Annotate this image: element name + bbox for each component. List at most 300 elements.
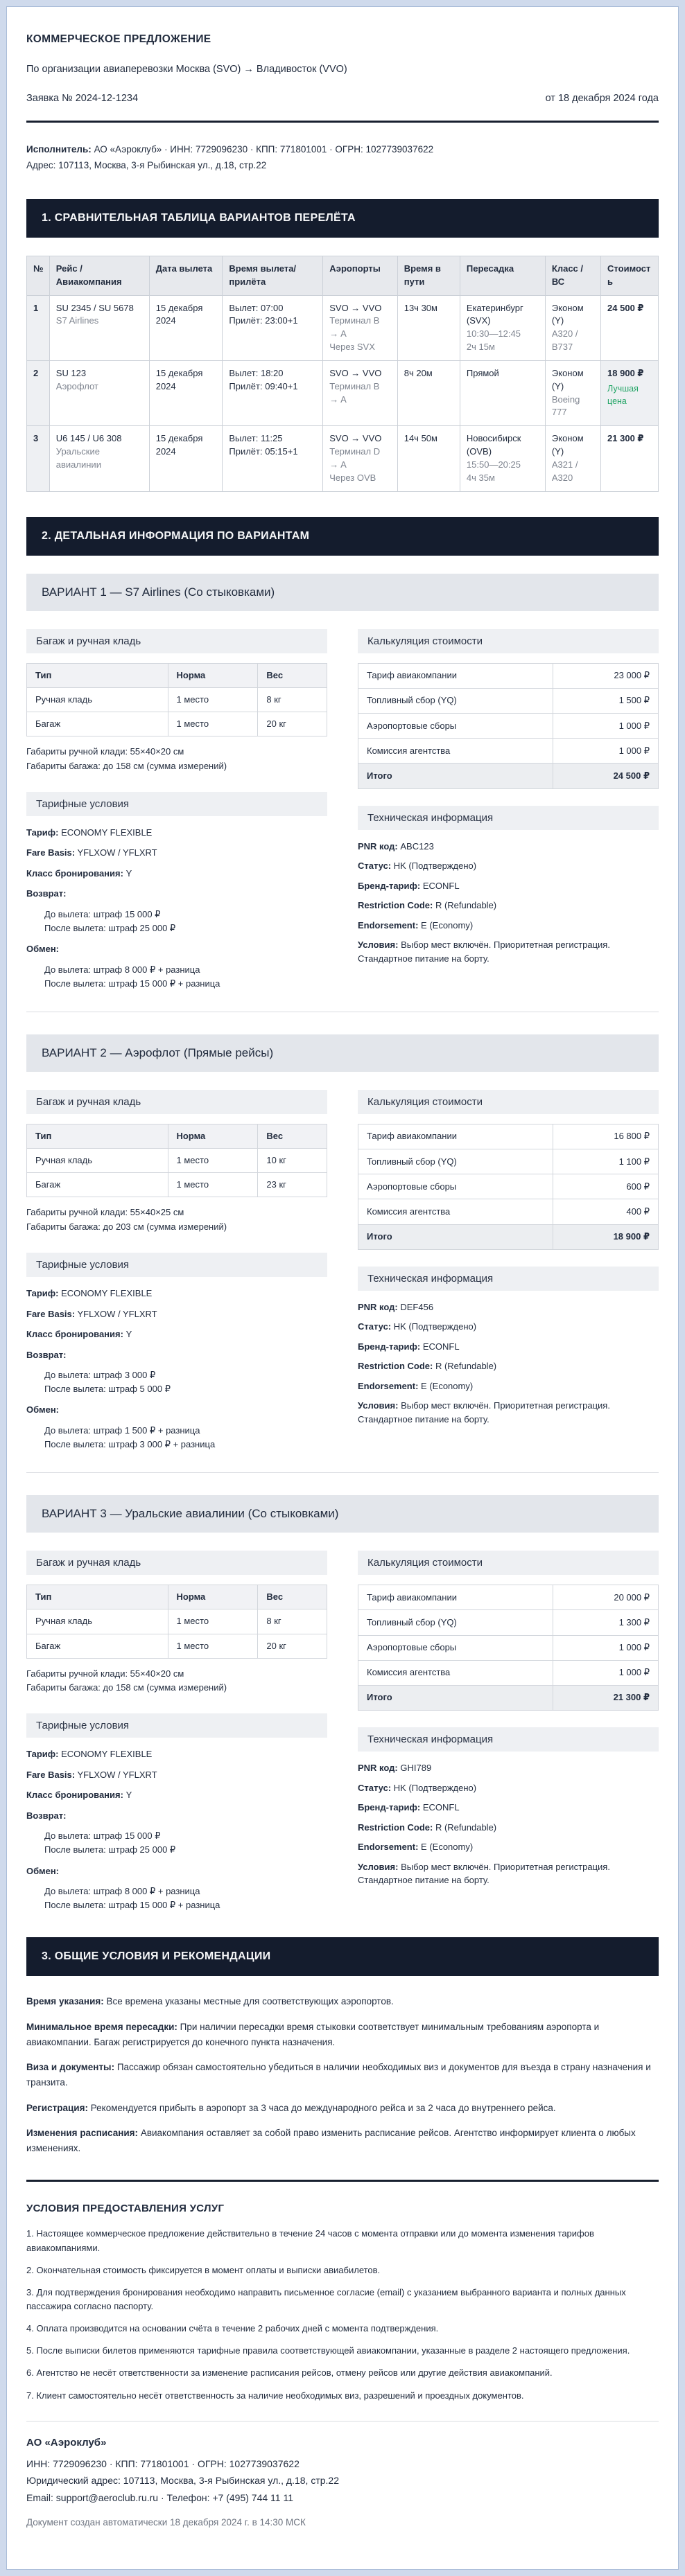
term-item: 7. Клиент самостоятельно несёт ответственность за наличие необходимых виз, разрешений и проездных документов. xyxy=(26,2390,524,2401)
fare-basis-label: Fare Basis: xyxy=(26,1308,76,1319)
row-number-cell: 2 xyxy=(27,360,50,425)
doc-header xyxy=(26,33,659,174)
baggage-type: Ручная кладь xyxy=(27,1609,168,1634)
baggage-header-row xyxy=(27,1585,327,1609)
header-divider xyxy=(26,121,659,123)
variant-columns xyxy=(26,1551,659,1912)
class-cell xyxy=(545,295,600,360)
brand-fare-value: ECONFL xyxy=(422,1802,460,1813)
fare-basis-label: Fare Basis: xyxy=(26,1769,76,1780)
baggage-weight: 8 кг xyxy=(258,1609,327,1634)
baggage-norm: 1 место xyxy=(168,1149,258,1173)
variant-left-column xyxy=(26,629,327,991)
departure-time: Вылет: 18:20 xyxy=(229,367,284,378)
carryon-dimensions: Габариты ручной клади: 55×40×20 см xyxy=(26,1668,184,1679)
calc-row xyxy=(358,688,659,713)
via-airport: Через OVB xyxy=(329,472,376,483)
col-date: Дата вылета xyxy=(149,256,223,295)
calc-value: 20 000 ₽ xyxy=(553,1585,659,1610)
times-cell xyxy=(223,426,323,491)
tech-heading: Техническая информация xyxy=(358,1267,659,1291)
fare-label: Тариф: xyxy=(26,1288,59,1299)
baggage-col-type: Тип xyxy=(27,1585,168,1609)
calc-label: Комиссия агентства xyxy=(358,1660,553,1685)
status-label: Статус: xyxy=(358,1321,392,1332)
duration-cell: 8ч 20м xyxy=(397,360,460,425)
airports-cell xyxy=(323,426,397,491)
fare-value: ECONOMY FLEXIBLE xyxy=(61,827,153,838)
carryon-dimensions: Габариты ручной клади: 55×40×25 см xyxy=(26,1207,184,1218)
calc-row xyxy=(358,1124,659,1149)
calc-value: 400 ₽ xyxy=(553,1199,659,1224)
class-cell xyxy=(545,426,600,491)
calc-total-label: Итого xyxy=(358,764,553,788)
brand-fare-label: Бренд-тариф: xyxy=(358,1802,421,1813)
restriction-line xyxy=(358,899,659,912)
endorsement-value: E (Economy) xyxy=(421,1380,474,1391)
technical-info xyxy=(358,1300,659,1427)
doc-date: от 18 декабря 2024 года xyxy=(545,93,659,104)
calc-value: 600 ₽ xyxy=(553,1174,659,1199)
tariff-conditions xyxy=(26,1747,327,1912)
price-cell xyxy=(601,360,659,425)
baggage-type: Багаж xyxy=(27,1173,168,1197)
calc-value: 1 000 ₽ xyxy=(553,714,659,739)
baggage-col-weight: Вес xyxy=(258,1585,327,1609)
baggage-row-carryon xyxy=(27,1149,327,1173)
calc-value: 16 800 ₽ xyxy=(553,1124,659,1149)
flight-cell xyxy=(49,295,149,360)
conditions-line xyxy=(358,938,659,965)
calc-row xyxy=(358,1174,659,1199)
refund-rules xyxy=(26,908,327,935)
flight-numbers: SU 2345 / SU 5678 xyxy=(55,302,134,313)
baggage-row-checked xyxy=(27,712,327,736)
pnr-line xyxy=(358,1300,659,1314)
calc-label: Аэропортовые сборы xyxy=(358,1635,553,1660)
status-line xyxy=(358,1781,659,1795)
variant-block xyxy=(26,1495,659,1912)
brand-fare-line xyxy=(358,1801,659,1815)
conditions-label: Условия: xyxy=(358,1861,399,1872)
transfer-duration: 4ч 35м xyxy=(466,472,495,483)
calc-row xyxy=(358,1585,659,1610)
footer-company: АО «Аэроклуб» xyxy=(26,2436,107,2449)
price-value: 21 300 ₽ xyxy=(607,433,644,444)
calc-row xyxy=(358,1635,659,1660)
footer-contacts: Email: support@aeroclub.ru.ru · Телефон: +7 (495) 744 11 11 xyxy=(26,2491,293,2503)
variant-title: ВАРИАНТ 2 — Аэрофлот (Прямые рейсы) xyxy=(26,1034,659,1072)
condition-label: Минимальное время пересадки: xyxy=(26,2021,177,2032)
section3-header: 3. ОБЩИЕ УСЛОВИЯ И РЕКОМЕНДАЦИИ xyxy=(26,1937,659,1976)
aircraft-type: A321 / A320 xyxy=(551,459,578,483)
exchange-label: Обмен: xyxy=(26,1404,59,1415)
calc-total-value: 24 500 ₽ xyxy=(553,764,659,788)
request-number: Заявка № 2024-12-1234 xyxy=(26,93,139,104)
endorsement-value: E (Economy) xyxy=(421,1842,474,1853)
flight-option-row xyxy=(27,426,659,491)
conditions-line xyxy=(358,1860,659,1887)
terminals: Терминал B → A xyxy=(329,315,380,339)
col-price: Стоимость xyxy=(601,256,659,295)
calc-heading: Калькуляция стоимости xyxy=(358,629,659,653)
fare-basis-line xyxy=(26,1768,327,1782)
condition-text: При наличии пересадки время стыковки соответствует минимальным требованиям аэропорта и авиакомпании. Багаж регистрируется до конечного пункта назначения. xyxy=(26,2021,600,2047)
booking-class-label: Класс бронирования: xyxy=(26,1790,123,1801)
transfer-time-window: 10:30—12:45 xyxy=(466,328,521,339)
refund-before: До вылета: штраф 15 000 ₽ xyxy=(44,1830,161,1842)
doc-subtitle: По организации авиаперевозки Москва (SVO) → Владивосток (VVO) xyxy=(26,64,347,75)
conditions-line xyxy=(358,1399,659,1426)
footer-address: Юридический адрес: 107113, Москва, 3-я Рыбинская ул., д.18, стр.22 xyxy=(26,2475,339,2487)
baggage-table xyxy=(26,1585,327,1659)
fare-basis-value: YFLXOW / YFLXRT xyxy=(77,847,157,858)
baggage-header-row xyxy=(27,1124,327,1148)
flight-numbers: SU 123 xyxy=(55,367,87,378)
variant-right-column xyxy=(358,629,659,971)
booking-class-label: Класс бронирования: xyxy=(26,1329,123,1340)
baggage-dimensions xyxy=(26,1206,327,1235)
fare-line xyxy=(26,826,327,840)
cabin-class: Эконом (Y) xyxy=(551,302,584,326)
term-item: 3. Для подтверждения бронирования необходимо направить письменное согласие (email) с указанием выбранного варианта и полных данных пассажира согласно паспорту. xyxy=(26,2286,626,2312)
via-airport: Через SVX xyxy=(329,342,375,353)
restriction-label: Restriction Code: xyxy=(358,1361,433,1372)
fare-value: ECONOMY FLEXIBLE xyxy=(61,1749,153,1760)
date-cell: 15 декабря 2024 xyxy=(149,295,223,360)
col-transfer: Пересадка xyxy=(460,256,545,295)
footer-created-note: Документ создан автоматически 18 декабря 2024 г. в 14:30 МСК xyxy=(26,2517,306,2528)
restriction-value: R (Refundable) xyxy=(435,1821,497,1833)
baggage-weight: 20 кг xyxy=(258,712,327,736)
tech-heading: Техническая информация xyxy=(358,806,659,830)
baggage-col-type: Тип xyxy=(27,663,168,687)
variant-left-column xyxy=(26,1551,327,1912)
row-number-cell: 3 xyxy=(27,426,50,491)
col-airports: Аэропорты xyxy=(323,256,397,295)
conditions-label: Условия: xyxy=(358,1400,399,1411)
airline-name: Уральские авиалинии xyxy=(55,446,101,470)
status-label: Статус: xyxy=(358,1782,392,1793)
class-cell xyxy=(545,360,600,425)
checked-dimensions: Габариты багажа: до 158 см (сумма измерений) xyxy=(26,761,227,772)
flight-option-row xyxy=(27,360,659,425)
term-item: 5. После выписки билетов применяются тарифные правила соответствующей авиакомпании, указанные в разделе 2 настоящего предложения. xyxy=(26,2345,630,2356)
term-item: 6. Агентство не несёт ответственности за изменение расписания рейсов, отмену рейсов или другие действия авиакомпаний. xyxy=(26,2367,553,2379)
terminals: Терминал D → A xyxy=(329,446,381,470)
calc-value: 1 000 ₽ xyxy=(553,1660,659,1685)
tariff-heading: Тарифные условия xyxy=(26,792,327,816)
pnr-value: ABC123 xyxy=(400,840,434,852)
booking-class-value: Y xyxy=(125,867,132,879)
calc-total-row xyxy=(358,1685,659,1710)
fare-line xyxy=(26,1747,327,1761)
aircraft-type: Boeing 777 xyxy=(551,394,580,418)
price-cell xyxy=(601,295,659,360)
exchange-after: После вылета: штраф 15 000 ₽ + разница xyxy=(44,978,220,989)
best-price-badge: Лучшая цена xyxy=(607,383,639,406)
transfer-time-window: 15:50—20:25 xyxy=(466,459,521,470)
exchange-rules xyxy=(26,1885,327,1912)
fare-basis-line xyxy=(26,1307,327,1321)
calc-total-value: 21 300 ₽ xyxy=(553,1685,659,1710)
baggage-weight: 8 кг xyxy=(258,687,327,712)
exchange-label: Обмен: xyxy=(26,1865,59,1876)
executor-line xyxy=(26,142,659,158)
cabin-class: Эконом (Y) xyxy=(551,433,584,457)
airline-name: Аэрофлот xyxy=(55,380,98,391)
condition-item xyxy=(26,2060,659,2091)
restriction-label: Restriction Code: xyxy=(358,1821,433,1833)
transfer-cell xyxy=(460,360,545,425)
refund-after: После вылета: штраф 25 000 ₽ xyxy=(44,922,176,933)
baggage-heading: Багаж и ручная кладь xyxy=(26,1551,327,1575)
calc-label: Топливный сбор (YQ) xyxy=(358,688,553,713)
refund-label: Возврат: xyxy=(26,888,67,899)
cost-calculation-table xyxy=(358,1124,659,1250)
calc-row xyxy=(358,714,659,739)
calc-total-label: Итого xyxy=(358,1685,553,1710)
conditions-value: Выбор мест включён. Приоритетная регистрация. Стандартное питание на борту. xyxy=(358,939,610,964)
brand-fare-label: Бренд-тариф: xyxy=(358,880,421,891)
date-cell: 15 декабря 2024 xyxy=(149,426,223,491)
pnr-value: GHI789 xyxy=(400,1763,432,1774)
variant-columns xyxy=(26,629,659,991)
calc-total-value: 18 900 ₽ xyxy=(553,1224,659,1249)
condition-label: Изменения расписания: xyxy=(26,2127,139,2138)
baggage-dimensions xyxy=(26,1667,327,1696)
baggage-type: Ручная кладь xyxy=(27,687,168,712)
variant-block xyxy=(26,1034,659,1473)
baggage-norm: 1 место xyxy=(168,687,258,712)
endorsement-line xyxy=(358,1379,659,1393)
calc-label: Комиссия агентства xyxy=(358,1199,553,1224)
variant-title: ВАРИАНТ 1 — S7 Airlines (Со стыковками) xyxy=(26,574,659,611)
section1-header: 1. СРАВНИТЕЛЬНАЯ ТАБЛИЦА ВАРИАНТОВ ПЕРЕЛЁТА xyxy=(26,199,659,238)
exchange-label: Обмен: xyxy=(26,944,59,955)
calc-heading: Калькуляция стоимости xyxy=(358,1090,659,1114)
document-card xyxy=(6,6,679,2570)
variant-right-column xyxy=(358,1090,659,1432)
baggage-table xyxy=(26,1124,327,1198)
calc-total-row xyxy=(358,1224,659,1249)
term-item: 2. Окончательная стоимость фиксируется в момент оплаты и выписки авиабилетов. xyxy=(26,2264,381,2275)
pnr-value: DEF456 xyxy=(400,1301,434,1312)
calc-value: 1 000 ₽ xyxy=(553,1635,659,1660)
baggage-weight: 10 кг xyxy=(258,1149,327,1173)
condition-label: Виза и документы: xyxy=(26,2062,115,2073)
condition-text: Все времена указаны местные для соответствующих аэропортов. xyxy=(106,1996,394,2007)
baggage-heading: Багаж и ручная кладь xyxy=(26,1090,327,1114)
fare-line xyxy=(26,1287,327,1300)
calc-value: 1 500 ₽ xyxy=(553,688,659,713)
date-cell: 15 декабря 2024 xyxy=(149,360,223,425)
conditions-value: Выбор мест включён. Приоритетная регистрация. Стандартное питание на борту. xyxy=(358,1400,610,1424)
terms-title: УСЛОВИЯ ПРЕДОСТАВЛЕНИЯ УСЛУГ xyxy=(26,2203,225,2215)
page-title: КОММЕРЧЕСКОЕ ПРЕДЛОЖЕНИЕ xyxy=(26,33,211,45)
fare-label: Тариф: xyxy=(26,827,59,838)
technical-info xyxy=(358,840,659,966)
restriction-value: R (Refundable) xyxy=(435,1361,497,1372)
fare-label: Тариф: xyxy=(26,1749,59,1760)
carryon-dimensions: Габариты ручной клади: 55×40×20 см xyxy=(26,746,184,757)
baggage-norm: 1 место xyxy=(168,1173,258,1197)
exchange-rules xyxy=(26,1424,327,1452)
flight-cell xyxy=(49,426,149,491)
exchange-after: После вылета: штраф 3 000 ₽ + разница xyxy=(44,1438,216,1449)
condition-label: Регистрация: xyxy=(26,2102,88,2113)
baggage-norm: 1 место xyxy=(168,712,258,736)
calc-label: Тариф авиакомпании xyxy=(358,663,553,688)
baggage-weight: 20 кг xyxy=(258,1634,327,1658)
calc-row xyxy=(358,1610,659,1635)
booking-class-line xyxy=(26,1788,327,1802)
fare-basis-value: YFLXOW / YFLXRT xyxy=(77,1769,157,1780)
calc-label: Аэропортовые сборы xyxy=(358,1174,553,1199)
duration-cell: 14ч 50м xyxy=(397,426,460,491)
pnr-label: PNR код: xyxy=(358,840,398,852)
calc-value: 1 100 ₽ xyxy=(553,1149,659,1174)
doc-meta-row xyxy=(26,93,659,104)
refund-after: После вылета: штраф 25 000 ₽ xyxy=(44,1844,176,1855)
tariff-heading: Тарифные условия xyxy=(26,1253,327,1277)
route: SVO → VVO xyxy=(329,302,382,313)
status-value: HK (Подтверждено) xyxy=(393,1782,477,1793)
baggage-type: Багаж xyxy=(27,712,168,736)
executor-label: Исполнитель: xyxy=(26,144,92,155)
restriction-line xyxy=(358,1821,659,1835)
endorsement-label: Endorsement: xyxy=(358,1380,419,1391)
baggage-header-row xyxy=(27,663,327,687)
baggage-weight: 23 кг xyxy=(258,1173,327,1197)
status-line xyxy=(358,1320,659,1334)
terms-list xyxy=(26,2227,659,2402)
variant-columns xyxy=(26,1090,659,1452)
fare-value: ECONOMY FLEXIBLE xyxy=(61,1288,153,1299)
baggage-norm: 1 место xyxy=(168,1609,258,1634)
times-cell xyxy=(223,295,323,360)
general-conditions xyxy=(26,1994,659,2156)
flight-option-row xyxy=(27,295,659,360)
baggage-heading: Багаж и ручная кладь xyxy=(26,629,327,653)
condition-text: Авиакомпания оставляет за собой право изменить расписание рейсов. Агентство информирует клиента о любых изменениях. xyxy=(26,2127,636,2154)
endorsement-label: Endorsement: xyxy=(358,919,419,930)
restriction-label: Restriction Code: xyxy=(358,900,433,911)
airports-cell xyxy=(323,295,397,360)
price-cell xyxy=(601,426,659,491)
booking-class-label: Класс бронирования: xyxy=(26,867,123,879)
calc-label: Топливный сбор (YQ) xyxy=(358,1149,553,1174)
calc-heading: Калькуляция стоимости xyxy=(358,1551,659,1575)
transfer-cell xyxy=(460,426,545,491)
departure-time: Вылет: 11:25 xyxy=(229,433,283,444)
variant-block xyxy=(26,574,659,1012)
fare-basis-label: Fare Basis: xyxy=(26,847,76,858)
footer-registration: ИНН: 7729096230 · КПП: 771801001 · ОГРН: 1027739037622 xyxy=(26,2458,300,2469)
calc-value: 1 000 ₽ xyxy=(553,739,659,764)
baggage-col-weight: Вес xyxy=(258,1124,327,1148)
route: SVO → VVO xyxy=(329,433,382,444)
cabin-class: Эконом (Y) xyxy=(551,367,584,391)
transfer-cell xyxy=(460,295,545,360)
calc-row xyxy=(358,663,659,688)
duration-cell: 13ч 30м xyxy=(397,295,460,360)
price-value: 24 500 ₽ xyxy=(607,302,644,313)
status-value: HK (Подтверждено) xyxy=(393,861,477,872)
transfer-city: Прямой xyxy=(466,367,499,378)
baggage-row-checked xyxy=(27,1173,327,1197)
flight-cell xyxy=(49,360,149,425)
variants-container xyxy=(26,574,659,1913)
exchange-before: До вылета: штраф 8 000 ₽ + разница xyxy=(44,1886,200,1897)
comparison-table xyxy=(26,256,659,492)
brand-fare-label: Бренд-тариф: xyxy=(358,1341,421,1352)
calc-row xyxy=(358,1149,659,1174)
arrival-time: Прилёт: 05:15+1 xyxy=(229,446,298,457)
variant-right-column xyxy=(358,1551,659,1893)
departure-time: Вылет: 07:00 xyxy=(229,302,284,313)
refund-before: До вылета: штраф 15 000 ₽ xyxy=(44,908,161,919)
transfer-city: Екатеринбург (SVX) xyxy=(466,302,523,326)
exchange-rules xyxy=(26,963,327,991)
booking-class-value: Y xyxy=(125,1329,132,1340)
condition-item xyxy=(26,2126,659,2157)
booking-class-line xyxy=(26,1327,327,1341)
airline-name: S7 Airlines xyxy=(55,315,99,326)
calc-value: 23 000 ₽ xyxy=(553,663,659,688)
tariff-conditions xyxy=(26,1287,327,1452)
baggage-col-weight: Вес xyxy=(258,663,327,687)
calc-total-label: Итого xyxy=(358,1224,553,1249)
col-flight: Рейс / Авиакомпания xyxy=(49,256,149,295)
condition-item xyxy=(26,2020,659,2051)
col-num: № xyxy=(27,256,50,295)
tariff-conditions xyxy=(26,826,327,991)
baggage-row-carryon xyxy=(27,687,327,712)
calc-value: 1 300 ₽ xyxy=(553,1610,659,1635)
status-value: HK (Подтверждено) xyxy=(393,1321,477,1332)
pnr-label: PNR код: xyxy=(358,1763,398,1774)
refund-rules xyxy=(26,1368,327,1396)
restriction-line xyxy=(358,1359,659,1373)
calc-total-row xyxy=(358,764,659,788)
endorsement-label: Endorsement: xyxy=(358,1842,419,1853)
fare-basis-line xyxy=(26,846,327,860)
calc-label: Тариф авиакомпании xyxy=(358,1124,553,1149)
booking-class-line xyxy=(26,867,327,881)
pnr-label: PNR код: xyxy=(358,1301,398,1312)
restriction-value: R (Refundable) xyxy=(435,900,497,911)
conditions-label: Условия: xyxy=(358,939,399,951)
baggage-row-carryon xyxy=(27,1609,327,1634)
endorsement-value: E (Economy) xyxy=(421,919,474,930)
pnr-line xyxy=(358,1761,659,1775)
executor-address: Адрес: 107113, Москва, 3-я Рыбинская ул., д.18, стр.22 xyxy=(26,159,267,170)
baggage-row-checked xyxy=(27,1634,327,1658)
checked-dimensions: Габариты багажа: до 203 см (сумма измерений) xyxy=(26,1221,227,1233)
calc-label: Тариф авиакомпании xyxy=(358,1585,553,1610)
conditions-value: Выбор мест включён. Приоритетная регистрация. Стандартное питание на борту. xyxy=(358,1861,610,1886)
terms-divider xyxy=(26,2180,659,2182)
col-class: Класс / ВС xyxy=(545,256,600,295)
variant-divider xyxy=(26,1472,659,1473)
calc-row xyxy=(358,739,659,764)
baggage-col-type: Тип xyxy=(27,1124,168,1148)
baggage-col-norm: Норма xyxy=(168,1124,258,1148)
calc-label: Комиссия агентства xyxy=(358,739,553,764)
status-label: Статус: xyxy=(358,861,392,872)
col-times: Время вылета/прилёта xyxy=(223,256,323,295)
